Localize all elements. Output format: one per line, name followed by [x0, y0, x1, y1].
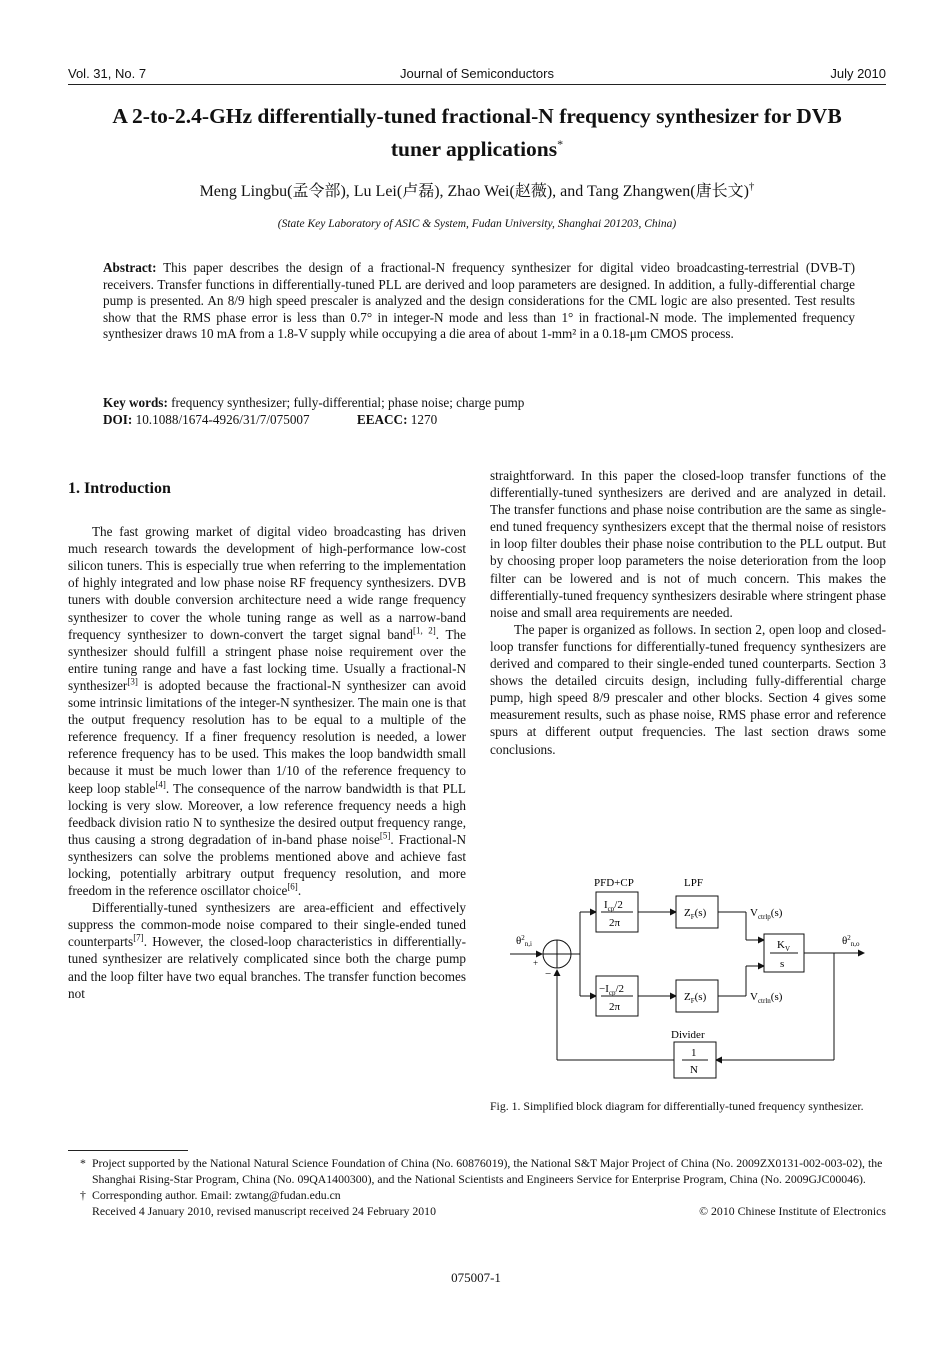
- footnotes: [80, 1155, 886, 1219]
- copyright-text: © 2010 Chinese Institute of Electronics: [699, 1204, 886, 1218]
- divider-label: Divider: [671, 1029, 705, 1041]
- p2-text-b: . However, the closed-loop characteristics in differentially-tuned synthesizer are relatively complicated since both the charge pump and the loop filter have two equal branches. The transfer function becomes not: [68, 934, 466, 1001]
- received-text: Received 4 January 2010, revised manuscript received 24 February 2010: [92, 1204, 436, 1218]
- citation: [4]: [155, 779, 166, 790]
- corresponding-footnote: [80, 1187, 886, 1203]
- block-diagram: [500, 870, 872, 1090]
- keywords-block: [103, 394, 855, 428]
- affiliation: (State Key Laboratory of ASIC & System, Fudan University, Shanghai 201203, China): [277, 218, 677, 230]
- figure-caption: Fig. 1. Simplified block diagram for differentially-tuned frequency synthesizer.: [490, 1099, 864, 1113]
- svg-text:2π: 2π: [609, 1001, 621, 1013]
- left-column: [68, 480, 466, 1002]
- p1-text-c: is adopted because the fractional-N synthesizer can avoid some intrinsic limitations of the integer-N synthesizer. The main one is that the output frequency resolution has to be equal to a multiple of the reference frequency. If a finer frequency resolution is needed, a lower reference frequency has to be used. This makes the loop bandwidth small because it must be much lower than 1/10 of the reference frequency to keep loop stable: [68, 677, 466, 796]
- loop-filter-top: [676, 896, 718, 928]
- keywords-text: frequency synthesizer; fully-differential; phase noise; charge pump: [171, 395, 525, 410]
- author-footnote-mark: †: [748, 180, 755, 193]
- corresponding-text: Corresponding author. Email: zwtang@fudan.edu.cn: [92, 1188, 341, 1202]
- citation: [6]: [287, 881, 298, 892]
- doi-line: [103, 411, 855, 428]
- page-number: 075007-1: [451, 1270, 501, 1285]
- plus-sign: +: [533, 958, 539, 968]
- citation: [5]: [379, 830, 391, 841]
- section-heading: 1. Introduction: [68, 480, 171, 497]
- p1-text-e: . Fractional-N synthesizers can solve the problems mentioned above and achieve fast locking, potentially arbitrary output frequency resolution, and more freedom in the reference oscillator choice: [68, 831, 466, 899]
- dagger-mark: †: [80, 1188, 86, 1202]
- p2-text: Differentially-tuned synthesizers are area-efficient and effectively suppress the common-mode noise compared to their single-ended tuned counterparts: [68, 900, 466, 950]
- abstract-text: This paper describes the design of a fractional-N frequency synthesizer for digital video broadcasting-terrestrial (DVB-T) receivers. Transfer functions in differentially-tuned PLL are derived and loop parameters are designed. In addition, a fully-differential charge pump is presented. An 8/9 high speed prescaler is analyzed and the design considerations for the CML logic are also presented. Test results show that the RMS phase error is less than 0.7° in integer-N mode and less than 1° in fractional-N mode. The implemented frequency synthesizer draws 10 mA from a 1.8-V supply while occupying a die area of about 1-mm² in a 0.18-μm CMOS process.: [103, 260, 855, 342]
- citation: [3]: [127, 676, 138, 687]
- pfd-cp-label: PFD+CP: [594, 877, 634, 889]
- svg-text:1: 1: [691, 1047, 697, 1059]
- author-list: [68, 178, 886, 201]
- vco-block: [764, 934, 804, 972]
- minus-sign: −: [545, 968, 552, 980]
- keywords-label: Key words:: [103, 395, 168, 410]
- intro-paragraph-1: [68, 523, 466, 899]
- svg-text:2π: 2π: [609, 917, 621, 929]
- charge-pump-bottom: [596, 976, 638, 1016]
- issue-date: July 2010: [830, 66, 886, 81]
- title-footnote-mark: *: [557, 136, 564, 151]
- intro-paragraph-4: The paper is organized as follows. In section 2, open loop and closed-loop transfer functions for differentially-tuned frequency synthesizers are derived and compared to their single-ended tuned counterparts. Section 3 shows the detailed circuits design, including fully-differential charge pump, high speed 8/9 prescaler and other blocks. Section 4 gives some measurement results, such as phase noise, RMS phase error and reference spurs at different output frequencies. The last section draws some conclusions.: [490, 621, 886, 757]
- footnote-rule: [68, 1150, 188, 1151]
- eeacc-label: EEACC:: [356, 412, 408, 427]
- summing-junction: [543, 940, 571, 968]
- vctrlp-label: $V_{ctrlp}(s)$: [750, 907, 783, 921]
- charge-pump-top: [596, 892, 638, 932]
- citation: [7]: [133, 932, 144, 943]
- title-line-1: A 2-to-2.4-GHz differentially-tuned fractional-N frequency synthesizer for DVB: [112, 104, 842, 128]
- funding-text: Project supported by the National Natural Science Foundation of China (No. 60876019), the National S&T Major Project of China (No. 2009ZX0131-002-003-02), the Shanghai Rising-Star Program, China (No. 09QA1400300), and the National Scientists and Engineers Service for Enterprise Program, China (No. 2009GJC00046).: [92, 1156, 883, 1186]
- svg-text:s: s: [780, 958, 785, 970]
- p1-text: The fast growing market of digital video broadcasting has driven much research towards the development of high-performance low-cost silicon tuners. This is especially true when referring to the implementation of highly integrated and low phase noise RF frequency synthesizers. DVB tuners with double conversion architecture need a wide range frequency synthesizer to cover the whole tuning range as well as a narrow-band frequency synthesizer to down-convert the target signal band: [68, 524, 466, 642]
- svg-text:−Icp/2: $-I_{cp}/2$: [599, 983, 625, 997]
- p1-text-d: . The consequence of the narrow bandwidth is that PLL locking is very slow. Moreover, a low reference frequency needs a high feedback division ratio N to synthesize the desired output frequency range, thus causing a strong degradation of in-band phase noise: [68, 780, 466, 847]
- lpf-label: LPF: [684, 877, 703, 889]
- doi-label: DOI:: [103, 412, 133, 427]
- journal-name: Journal of Semiconductors: [400, 66, 554, 81]
- volume-label: Vol. 31, No. 7: [68, 66, 147, 81]
- right-column: [490, 467, 886, 758]
- intro-paragraph-2: [68, 899, 466, 1002]
- output-noise-label: $\theta^2_{n,o}$: [842, 934, 860, 948]
- title-line-2: [68, 133, 886, 166]
- keywords-line: [103, 394, 855, 411]
- block-diagram-figure: [500, 870, 872, 1090]
- paper-title: [68, 100, 886, 166]
- eeacc-value: 1270: [410, 412, 438, 427]
- p1-text-f: .: [297, 883, 302, 899]
- input-noise-label: $\theta^2_{n,i}$: [516, 934, 532, 948]
- citation: [1, 2]: [412, 625, 436, 636]
- intro-paragraph-3: straightforward. In this paper the closed-loop transfer functions of the differentially-tuned synthesizers are derived and are analyzed in detail. The transfer functions and phase noise contribution are the same as single-end tuned frequency synthesizers except that the thermal noise of resistors in loop filter doubles their phase noise contribution to the PLL output. But by choosing proper loop parameters the noise deterioration from the loop filter can be lowered and is not of much concern. This makes the differentially-tuned frequency synthesizers desirable where stringent phase noise and small area requirements are needed.: [490, 468, 886, 620]
- p1-text-b: . The synthesizer should fulfill a stringent phase noise requirement over the entire tuning range and have a fast locking time. Usually a fractional-N synthesizer: [68, 626, 466, 693]
- loop-filter-bottom: [676, 980, 718, 1012]
- svg-text:ZF(s): $Z_F(s)$: [684, 907, 707, 921]
- svg-text:Icp/2: $I_{cp}/2$: [604, 899, 623, 913]
- svg-text:N: N: [690, 1064, 698, 1076]
- svg-text:KV: $K_V$: [777, 939, 791, 953]
- received-row: [92, 1203, 886, 1219]
- doi-value: 10.1088/1674-4926/31/7/075007: [135, 412, 310, 427]
- running-header: [68, 66, 886, 85]
- abstract: [103, 260, 855, 343]
- star-mark: *: [80, 1156, 86, 1170]
- title-line-2-text: tuner applications: [390, 137, 558, 161]
- divider-block: [674, 1042, 716, 1078]
- abstract-label: Abstract:: [103, 260, 157, 275]
- svg-text:ZF(s): $Z_F(s)$: [684, 991, 707, 1005]
- vctrln-label: $V_{ctrln}(s)$: [750, 991, 783, 1005]
- authors-text: Meng Lingbu(孟令部), Lu Lei(卢磊), Zhao Wei(赵薇), and Tang Zhangwen(唐长文): [199, 183, 749, 200]
- funding-footnote: [80, 1155, 886, 1187]
